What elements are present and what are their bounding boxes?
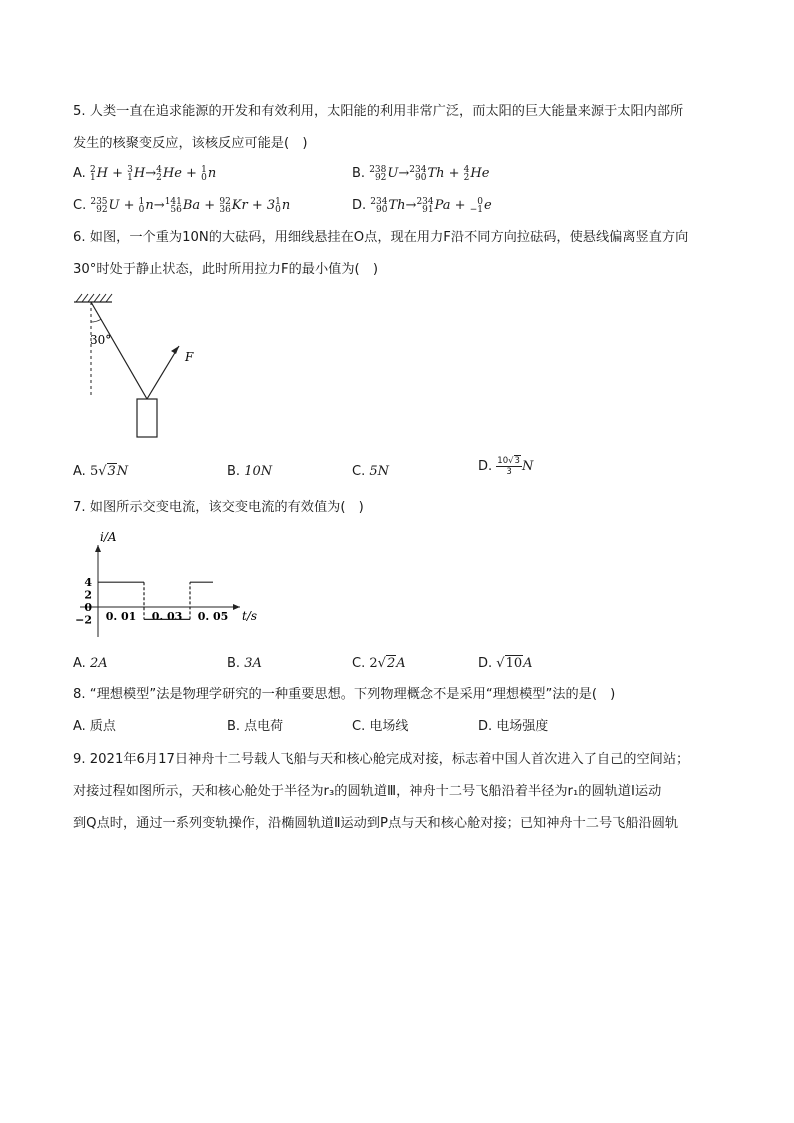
q7-x-tick-label: 0. 03 [151, 610, 183, 623]
q6-force-arrowhead [171, 346, 179, 354]
q9-line1: 9. 2021年6月17日神舟十二号载人飞船与天和核心舱完成对接，标志着中国人首次进入了自己的空间站； [73, 752, 690, 767]
q5-option-c-equation: 235 92 U + 1 0 n→ 141 56 Ba + 92 36 Kr + 3 1 0 n [90, 196, 291, 215]
q6-angle-arc [91, 319, 101, 322]
q7-x-axis-label: t/s [242, 609, 258, 623]
q7-option-c[interactable]: C. 2√2A [352, 656, 406, 671]
q7-option-a-value: 2A [89, 656, 108, 671]
q7-y-tick-label: 2 [84, 588, 92, 602]
q7-x-axis-arrowhead [233, 604, 240, 610]
q5-option-c[interactable]: C. 235 92 U + 1 0 n→ 141 56 Ba + 92 36 Kr + 3 1 0 n [73, 196, 291, 215]
q6-option-d[interactable]: D. $\frac{10√3}{3}$ N [478, 456, 534, 477]
q6-stem-line1: 6. 如图，一个重为10N的大砝码，用细线悬挂在O点，现在用力F沿不同方向拉砝码，使悬线偏离竖直方向 [73, 230, 689, 245]
q8-option-d[interactable]: D. 电场强度 [478, 719, 549, 734]
q5-option-b[interactable]: B. 238 92 U→ 234 90 Th + 4 2 He [352, 164, 490, 183]
q5-option-b-equation: 238 92 U→ 234 90 Th + 4 2 He [369, 164, 490, 183]
q6-string [91, 302, 147, 399]
q7-option-c-value: 2√2A [369, 656, 406, 671]
q8-stem: 8. “理想模型”法是物理学研究的一种重要思想。下列物理概念不是采用“理想模型”法的是( ) [73, 687, 616, 702]
q6-option-b[interactable]: B. 10N [227, 464, 273, 479]
q5-option-a-equation: 2 1 H + 3 1 H→ 4 2 He + 1 0 n [89, 164, 217, 183]
q7-y-tick-label: 0 [84, 601, 92, 614]
q9-line2: 对接过程如图所示，天和核心舱处于半径为r₃的圆轨道Ⅲ，神舟十二号飞船沿着半径为r₁的圆轨道Ⅰ运动 [73, 784, 662, 799]
q5-option-d-equation: 234 90 Th→ 234 91 Pa + 0 −1 e [370, 196, 492, 215]
q7-x-tick-label: 0. 01 [105, 610, 137, 623]
q7-chart [72, 527, 272, 642]
q5-stem-line1: 5. 人类一直在追求能源的开发和有效利用，太阳能的利用非常广泛，而太阳的巨大能量来源于太阳内部所 [73, 104, 684, 119]
q6-option-c-value: 5N [369, 464, 390, 479]
q6-option-a[interactable]: A. 5√3N [73, 464, 129, 479]
q5-option-a[interactable]: A. 2 1 H + 3 1 H→ 4 2 He + 1 0 n [73, 164, 217, 183]
q7-option-d[interactable]: D. √10A [478, 656, 533, 671]
q7-option-b-value: 3A [244, 656, 262, 671]
q6-option-b-value: 10N [244, 464, 273, 479]
q9-line3: 到Q点时，通过一系列变轨操作，沿椭圆轨道Ⅱ运动到P点与天和核心舱对接；已知神舟十二号飞船沿圆轨 [73, 816, 679, 831]
q8-option-c[interactable]: C. 电场线 [352, 719, 409, 734]
q6-weight-block [137, 399, 157, 437]
q6-option-a-value: 5√3N [89, 464, 129, 479]
q6-force-arrow [147, 346, 179, 399]
q5-option-d[interactable]: D. 234 90 Th→ 234 91 Pa + 0 −1 e [352, 196, 492, 215]
q6-option-c[interactable]: C. 5N [352, 464, 390, 479]
q6-stem-line2: 30°时处于静止状态，此时所用拉力F的最小值为( ) [73, 262, 378, 277]
q6-ceiling-hatch [76, 294, 112, 302]
q6-angle-label: 30° [90, 333, 112, 347]
q7-y-tick-label: −2 [75, 613, 92, 627]
q7-y-tick-label: 4 [84, 576, 92, 590]
q7-option-a[interactable]: A. 2A [73, 656, 108, 671]
q7-stem: 7. 如图所示交变电流，该交变电流的有效值为( ) [73, 500, 364, 515]
q7-y-axis-arrowhead [95, 545, 101, 552]
q8-option-b[interactable]: B. 点电荷 [227, 719, 284, 734]
q6-force-label: F [185, 350, 194, 364]
q8-option-a[interactable]: A. 质点 [73, 719, 116, 734]
q7-y-axis-label: i/A [100, 530, 117, 544]
q7-option-b[interactable]: B. 3A [227, 656, 262, 671]
q5-stem-line2: 发生的核聚变反应，该核反应可能是( ) [73, 136, 308, 151]
q7-option-d-value: √10A [496, 656, 533, 671]
q6-figure [70, 288, 210, 448]
q6-option-d-fraction: $\frac{10√3}{3}$ [497, 456, 520, 477]
q7-x-tick-label: 0. 05 [197, 610, 229, 623]
